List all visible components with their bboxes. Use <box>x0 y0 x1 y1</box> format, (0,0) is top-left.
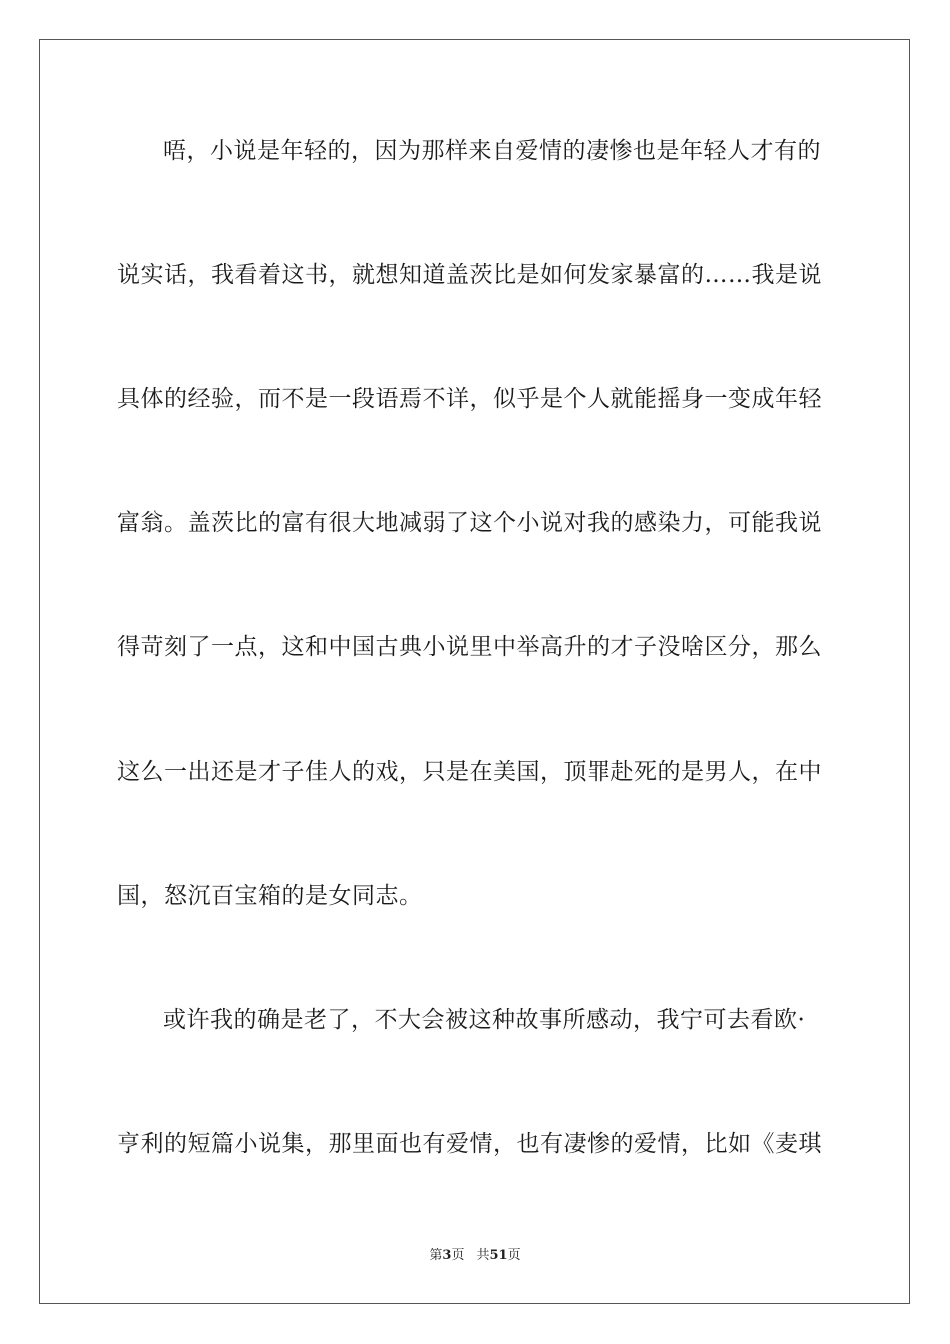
paragraph-2-line-2: 亨利的短篇小说集，那里面也有爱情，也有凄惨的爱情，比如《麦琪 <box>117 1131 822 1157</box>
paragraph-1-line-3: 具体的经验，而不是一段语焉不详，似乎是个人就能摇身一变成年轻 <box>117 386 822 412</box>
total-pages: 51 <box>489 1248 508 1263</box>
total-suffix: 页 <box>507 1248 521 1263</box>
page-suffix: 页 <box>451 1248 465 1263</box>
paragraph-1-line-1: 唔，小说是年轻的，因为那样来自爱情的凄惨也是年轻人才有的 <box>163 138 821 164</box>
paragraph-2-line-1: 或许我的确是老了，不大会被这种故事所感动，我宁可去看欧· <box>163 1007 806 1033</box>
paragraph-1-line-5: 得苛刻了一点，这和中国古典小说里中举高升的才子没啥区分，那么 <box>117 634 822 660</box>
paragraph-1-line-4: 富翁。盖茨比的富有很大地减弱了这个小说对我的感染力，可能我说 <box>117 510 822 536</box>
page-border <box>39 39 910 1304</box>
page-number: 3 <box>442 1248 452 1263</box>
paragraph-1-line-6: 这么一出还是才子佳人的戏，只是在美国，顶罪赴死的是男人，在中 <box>117 759 822 785</box>
page-footer <box>0 1247 950 1265</box>
paragraph-1-line-2: 说实话，我看着这书，就想知道盖茨比是如何发家暴富的……我是说 <box>117 262 822 288</box>
page-prefix: 第 <box>429 1248 443 1263</box>
total-prefix: 共 <box>476 1248 490 1263</box>
paragraph-1-line-7: 国，怒沉百宝箱的是女同志。 <box>117 883 423 909</box>
